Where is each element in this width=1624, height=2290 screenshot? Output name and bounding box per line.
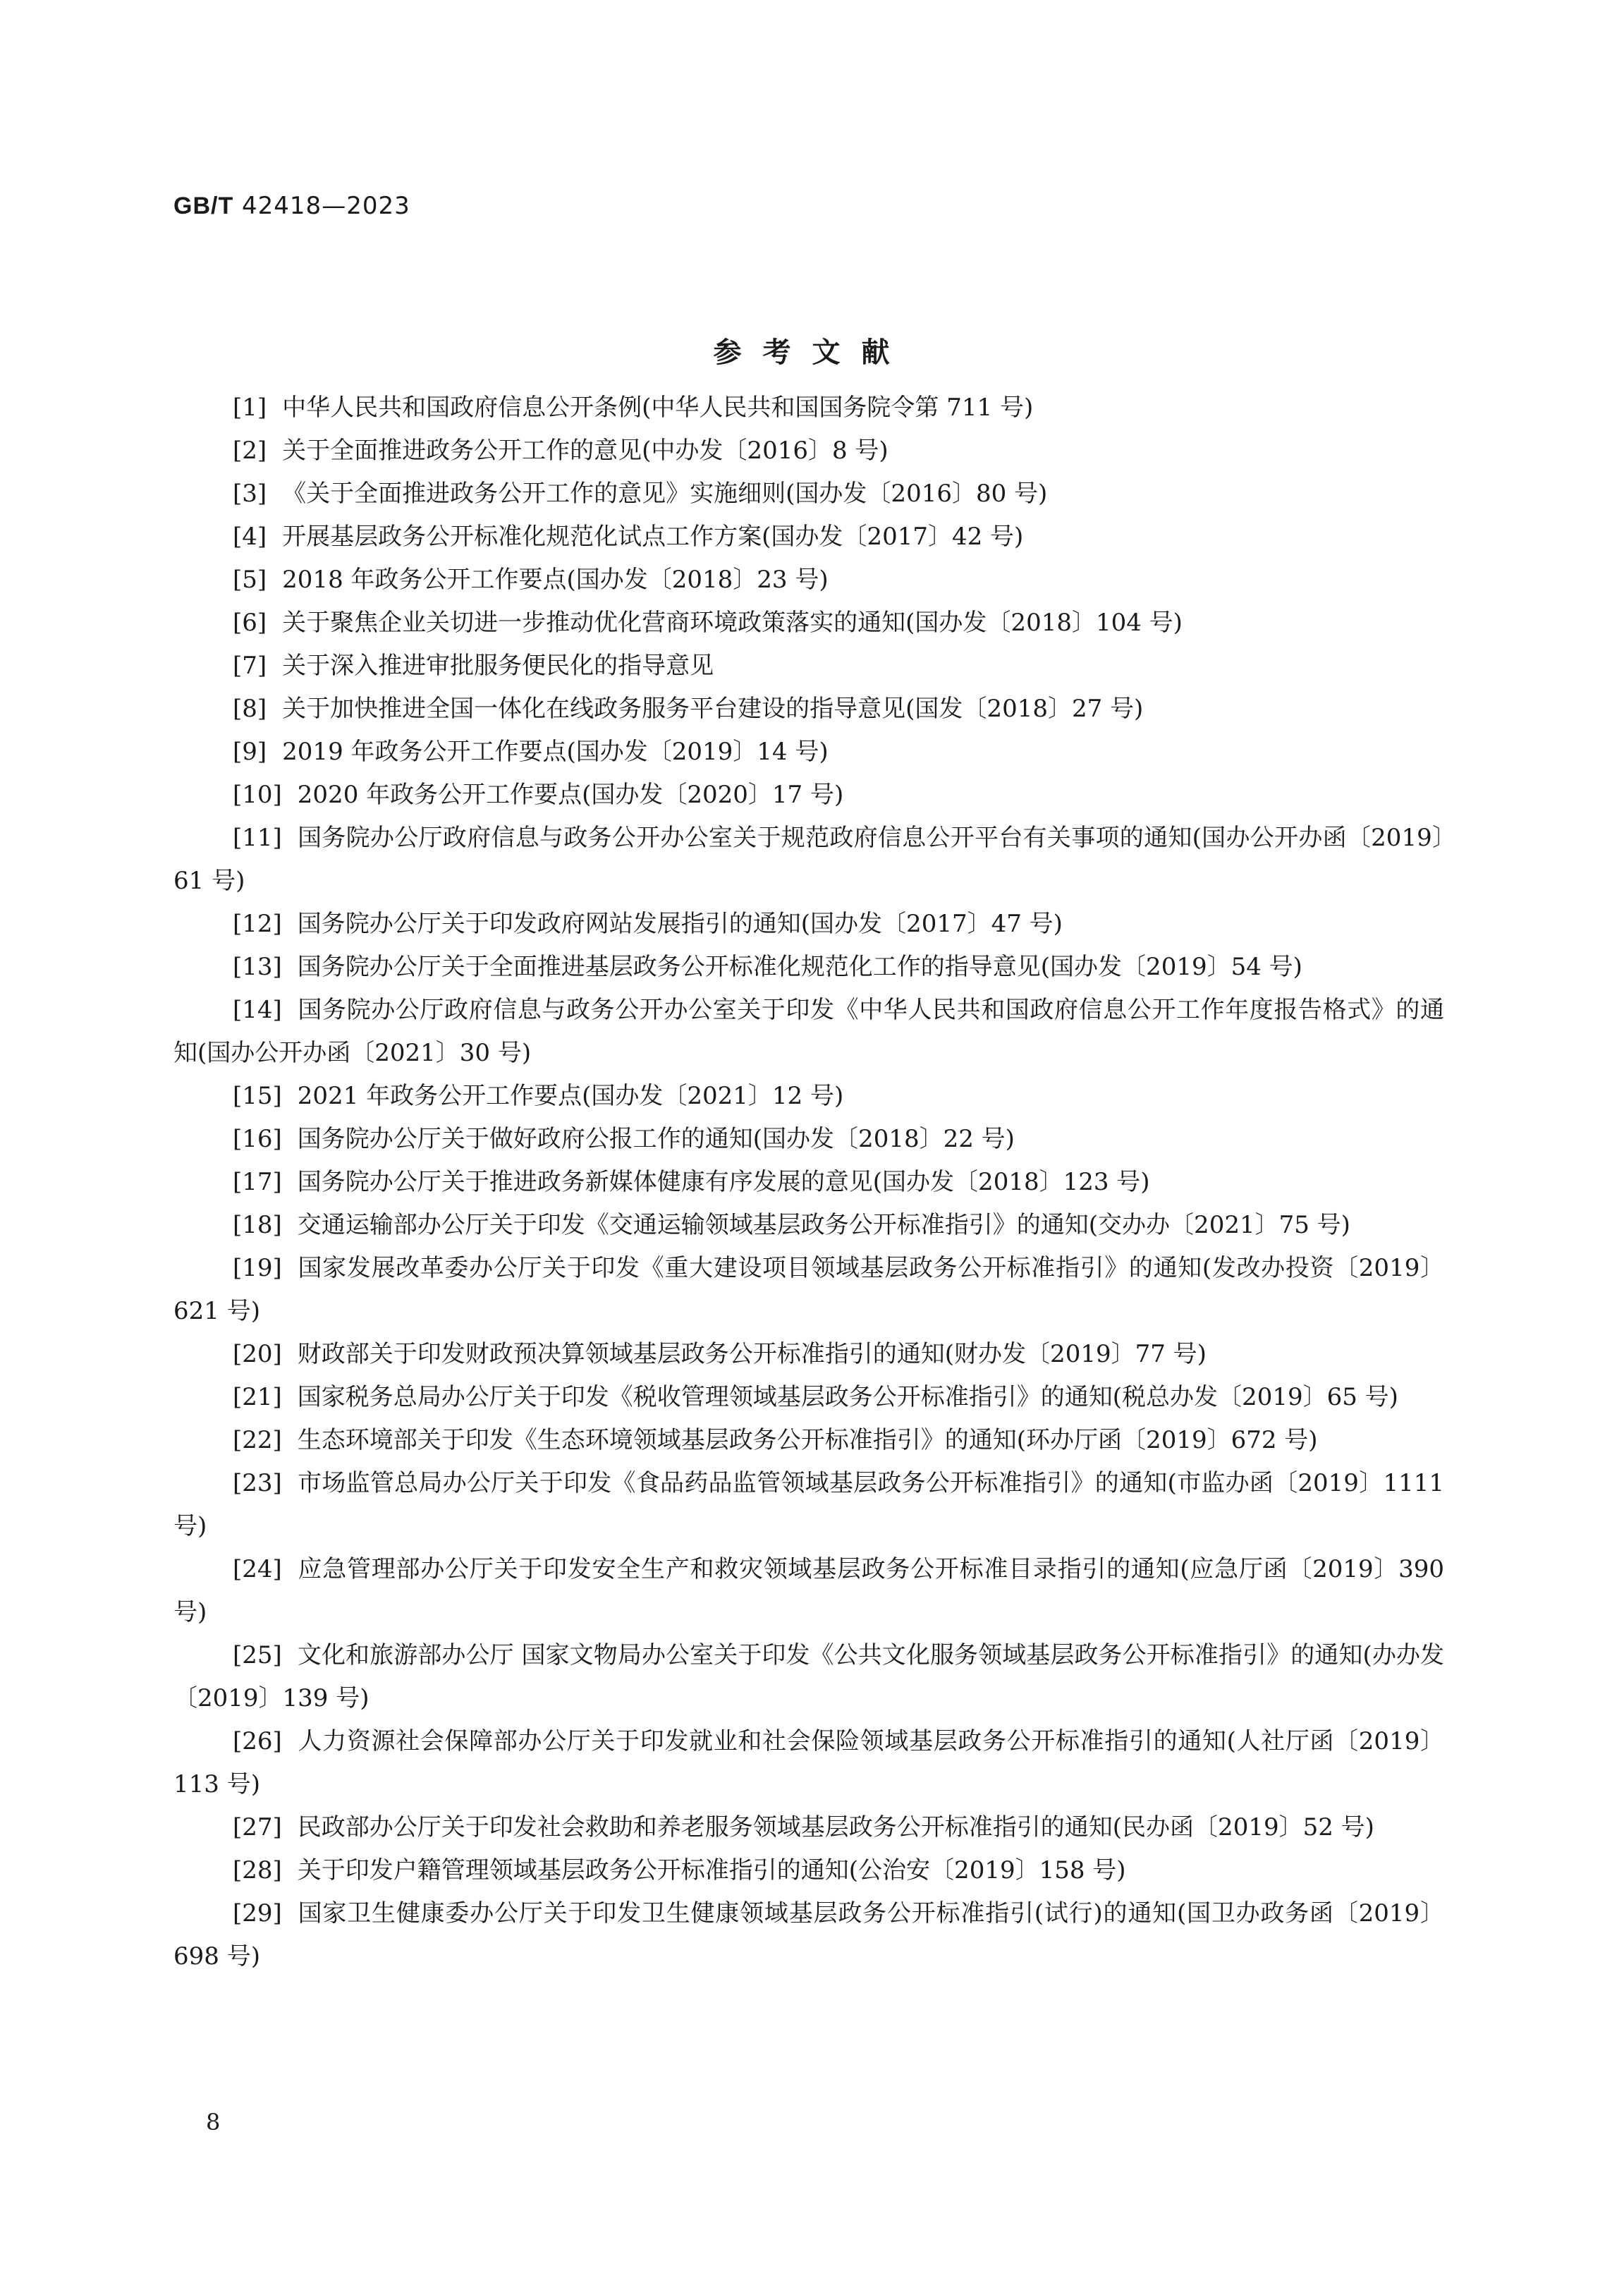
reference-item [173, 559, 1444, 602]
reference-item [173, 645, 1444, 688]
reference-number: [6] [233, 609, 267, 637]
reference-item [173, 386, 1444, 430]
reference-text: 2018 年政务公开工作要点(国办发〔2018〕23 号) [282, 566, 829, 594]
reference-text: 国务院办公厅关于做好政府公报工作的通知(国办发〔2018〕22 号) [297, 1125, 1015, 1153]
reference-number: [4] [233, 523, 267, 551]
reference-item [173, 774, 1444, 817]
reference-number: [5] [233, 566, 267, 594]
reference-number: [24] [233, 1555, 282, 1583]
reference-text: 关于全面推进政务公开工作的意见(中办发〔2016〕8 号) [282, 437, 889, 465]
reference-text: 国务院办公厅关于印发政府网站发展指引的通知(国办发〔2017〕47 号) [297, 910, 1063, 938]
reference-item [173, 989, 1444, 1075]
reference-item [173, 1849, 1444, 1892]
reference-text: 国务院办公厅关于推进政务新媒体健康有序发展的意见(国办发〔2018〕123 号) [297, 1168, 1150, 1196]
reference-item [173, 1204, 1444, 1247]
standard-code [173, 192, 410, 220]
reference-number: [25] [233, 1641, 282, 1669]
reference-text: 关于聚焦企业关切进一步推动优化营商环境政策落实的通知(国办发〔2018〕104 号) [282, 609, 1183, 637]
reference-item [173, 602, 1444, 645]
reference-number: [13] [233, 953, 282, 981]
reference-item [173, 688, 1444, 731]
reference-item [173, 1462, 1444, 1548]
reference-text: 国家税务总局办公厅关于印发《税收管理领域基层政务公开标准指引》的通知(税总办发〔2019〕65 号) [297, 1383, 1398, 1411]
reference-item [173, 1075, 1444, 1118]
reference-text: 2020 年政务公开工作要点(国办发〔2020〕17 号) [297, 781, 844, 809]
reference-text: 财政部关于印发财政预决算领域基层政务公开标准指引的通知(财办发〔2019〕77 号) [297, 1340, 1207, 1368]
reference-item [173, 946, 1444, 989]
reference-number: [18] [233, 1211, 282, 1239]
reference-number: [10] [233, 781, 282, 809]
reference-item [173, 1806, 1444, 1849]
reference-text: 国务院办公厅关于全面推进基层政务公开标准化规范化工作的指导意见(国办发〔2019〕54 号) [297, 953, 1302, 981]
reference-number: [7] [233, 652, 267, 680]
reference-number: [9] [233, 738, 267, 766]
reference-text: 关于加快推进全国一体化在线政务服务平台建设的指导意见(国发〔2018〕27 号) [282, 695, 1144, 723]
reference-item [173, 1892, 1444, 1978]
reference-item [173, 1720, 1444, 1806]
reference-item [173, 1247, 1444, 1333]
reference-text: 开展基层政务公开标准化规范化试点工作方案(国办发〔2017〕42 号) [282, 523, 1024, 551]
reference-number: [2] [233, 437, 267, 465]
reference-text: 关于深入推进审批服务便民化的指导意见 [282, 652, 714, 680]
reference-number: [20] [233, 1340, 282, 1368]
reference-item [173, 817, 1444, 903]
reference-list [173, 386, 1444, 1978]
reference-text: 民政部办公厅关于印发社会救助和养老服务领域基层政务公开标准指引的通知(民办函〔2019〕52 号) [297, 1813, 1374, 1841]
reference-text: 中华人民共和国政府信息公开条例(中华人民共和国国务院令第 711 号) [282, 394, 1034, 422]
reference-text: 人力资源社会保障部办公厅关于印发就业和社会保险领域基层政务公开标准指引的通知(人社厅函〔2019〕113 号) [173, 1727, 1444, 1798]
reference-number: [16] [233, 1125, 282, 1153]
reference-number: [8] [233, 695, 267, 723]
reference-item [173, 903, 1444, 946]
reference-number: [12] [233, 910, 282, 938]
reference-text: 国务院办公厅政府信息与政务公开办公室关于印发《中华人民共和国政府信息公开工作年度报告格式》的通知(国办公开办函〔2021〕30 号) [173, 996, 1444, 1067]
standard-prefix: GB/T [173, 193, 234, 219]
reference-item [173, 731, 1444, 774]
reference-text: 生态环境部关于印发《生态环境领域基层政务公开标准指引》的通知(环办厅函〔2019〕672 号) [297, 1426, 1318, 1454]
reference-text: 交通运输部办公厅关于印发《交通运输领域基层政务公开标准指引》的通知(交办办〔2021〕75 号) [297, 1211, 1350, 1239]
reference-text: 应急管理部办公厅关于印发安全生产和救灾领域基层政务公开标准目录指引的通知(应急厅函〔2019〕390 号) [173, 1555, 1444, 1626]
reference-item [173, 1634, 1444, 1720]
reference-text: 《关于全面推进政务公开工作的意见》实施细则(国办发〔2016〕80 号) [282, 480, 1048, 508]
reference-item [173, 516, 1444, 559]
reference-item [173, 1548, 1444, 1634]
reference-number: [28] [233, 1856, 282, 1884]
reference-number: [27] [233, 1813, 282, 1841]
reference-number: [21] [233, 1383, 282, 1411]
reference-item [173, 1376, 1444, 1419]
reference-text: 文化和旅游部办公厅 国家文物局办公室关于印发《公共文化服务领域基层政务公开标准指引》的通知(办办发〔2019〕139 号) [173, 1641, 1444, 1712]
reference-number: [19] [233, 1254, 282, 1282]
reference-item [173, 1419, 1444, 1462]
reference-text: 市场监管总局办公厅关于印发《食品药品监管领域基层政务公开标准指引》的通知(市监办函〔2019〕1111 号) [173, 1469, 1444, 1540]
reference-item [173, 1161, 1444, 1204]
reference-number: [14] [233, 996, 282, 1024]
reference-item [173, 473, 1444, 516]
reference-text: 关于印发户籍管理领域基层政务公开标准指引的通知(公治安〔2019〕158 号) [297, 1856, 1126, 1884]
reference-text: 2019 年政务公开工作要点(国办发〔2019〕14 号) [282, 738, 829, 766]
page-title: 参考文献 [713, 336, 911, 369]
reference-text: 国家卫生健康委办公厅关于印发卫生健康领域基层政务公开标准指引(试行)的通知(国卫办政务函〔2019〕698 号) [173, 1899, 1444, 1971]
reference-text: 2021 年政务公开工作要点(国办发〔2021〕12 号) [297, 1082, 844, 1110]
reference-text: 国务院办公厅政府信息与政务公开办公室关于规范政府信息公开平台有关事项的通知(国办公开办函〔2019〕61 号) [173, 824, 1444, 895]
standard-number: 42418—2023 [242, 192, 410, 220]
reference-item [173, 1333, 1444, 1376]
reference-number: [15] [233, 1082, 282, 1110]
page-number: 8 [206, 2109, 221, 2136]
reference-item [173, 430, 1444, 473]
reference-number: [1] [233, 394, 267, 422]
reference-number: [11] [233, 824, 282, 852]
reference-number: [3] [233, 480, 267, 508]
reference-number: [26] [233, 1727, 282, 1755]
reference-number: [29] [233, 1899, 282, 1927]
reference-item [173, 1118, 1444, 1161]
reference-text: 国家发展改革委办公厅关于印发《重大建设项目领域基层政务公开标准指引》的通知(发改办投资〔2019〕621 号) [173, 1254, 1444, 1325]
reference-number: [23] [233, 1469, 282, 1497]
reference-number: [22] [233, 1426, 282, 1454]
reference-number: [17] [233, 1168, 282, 1196]
